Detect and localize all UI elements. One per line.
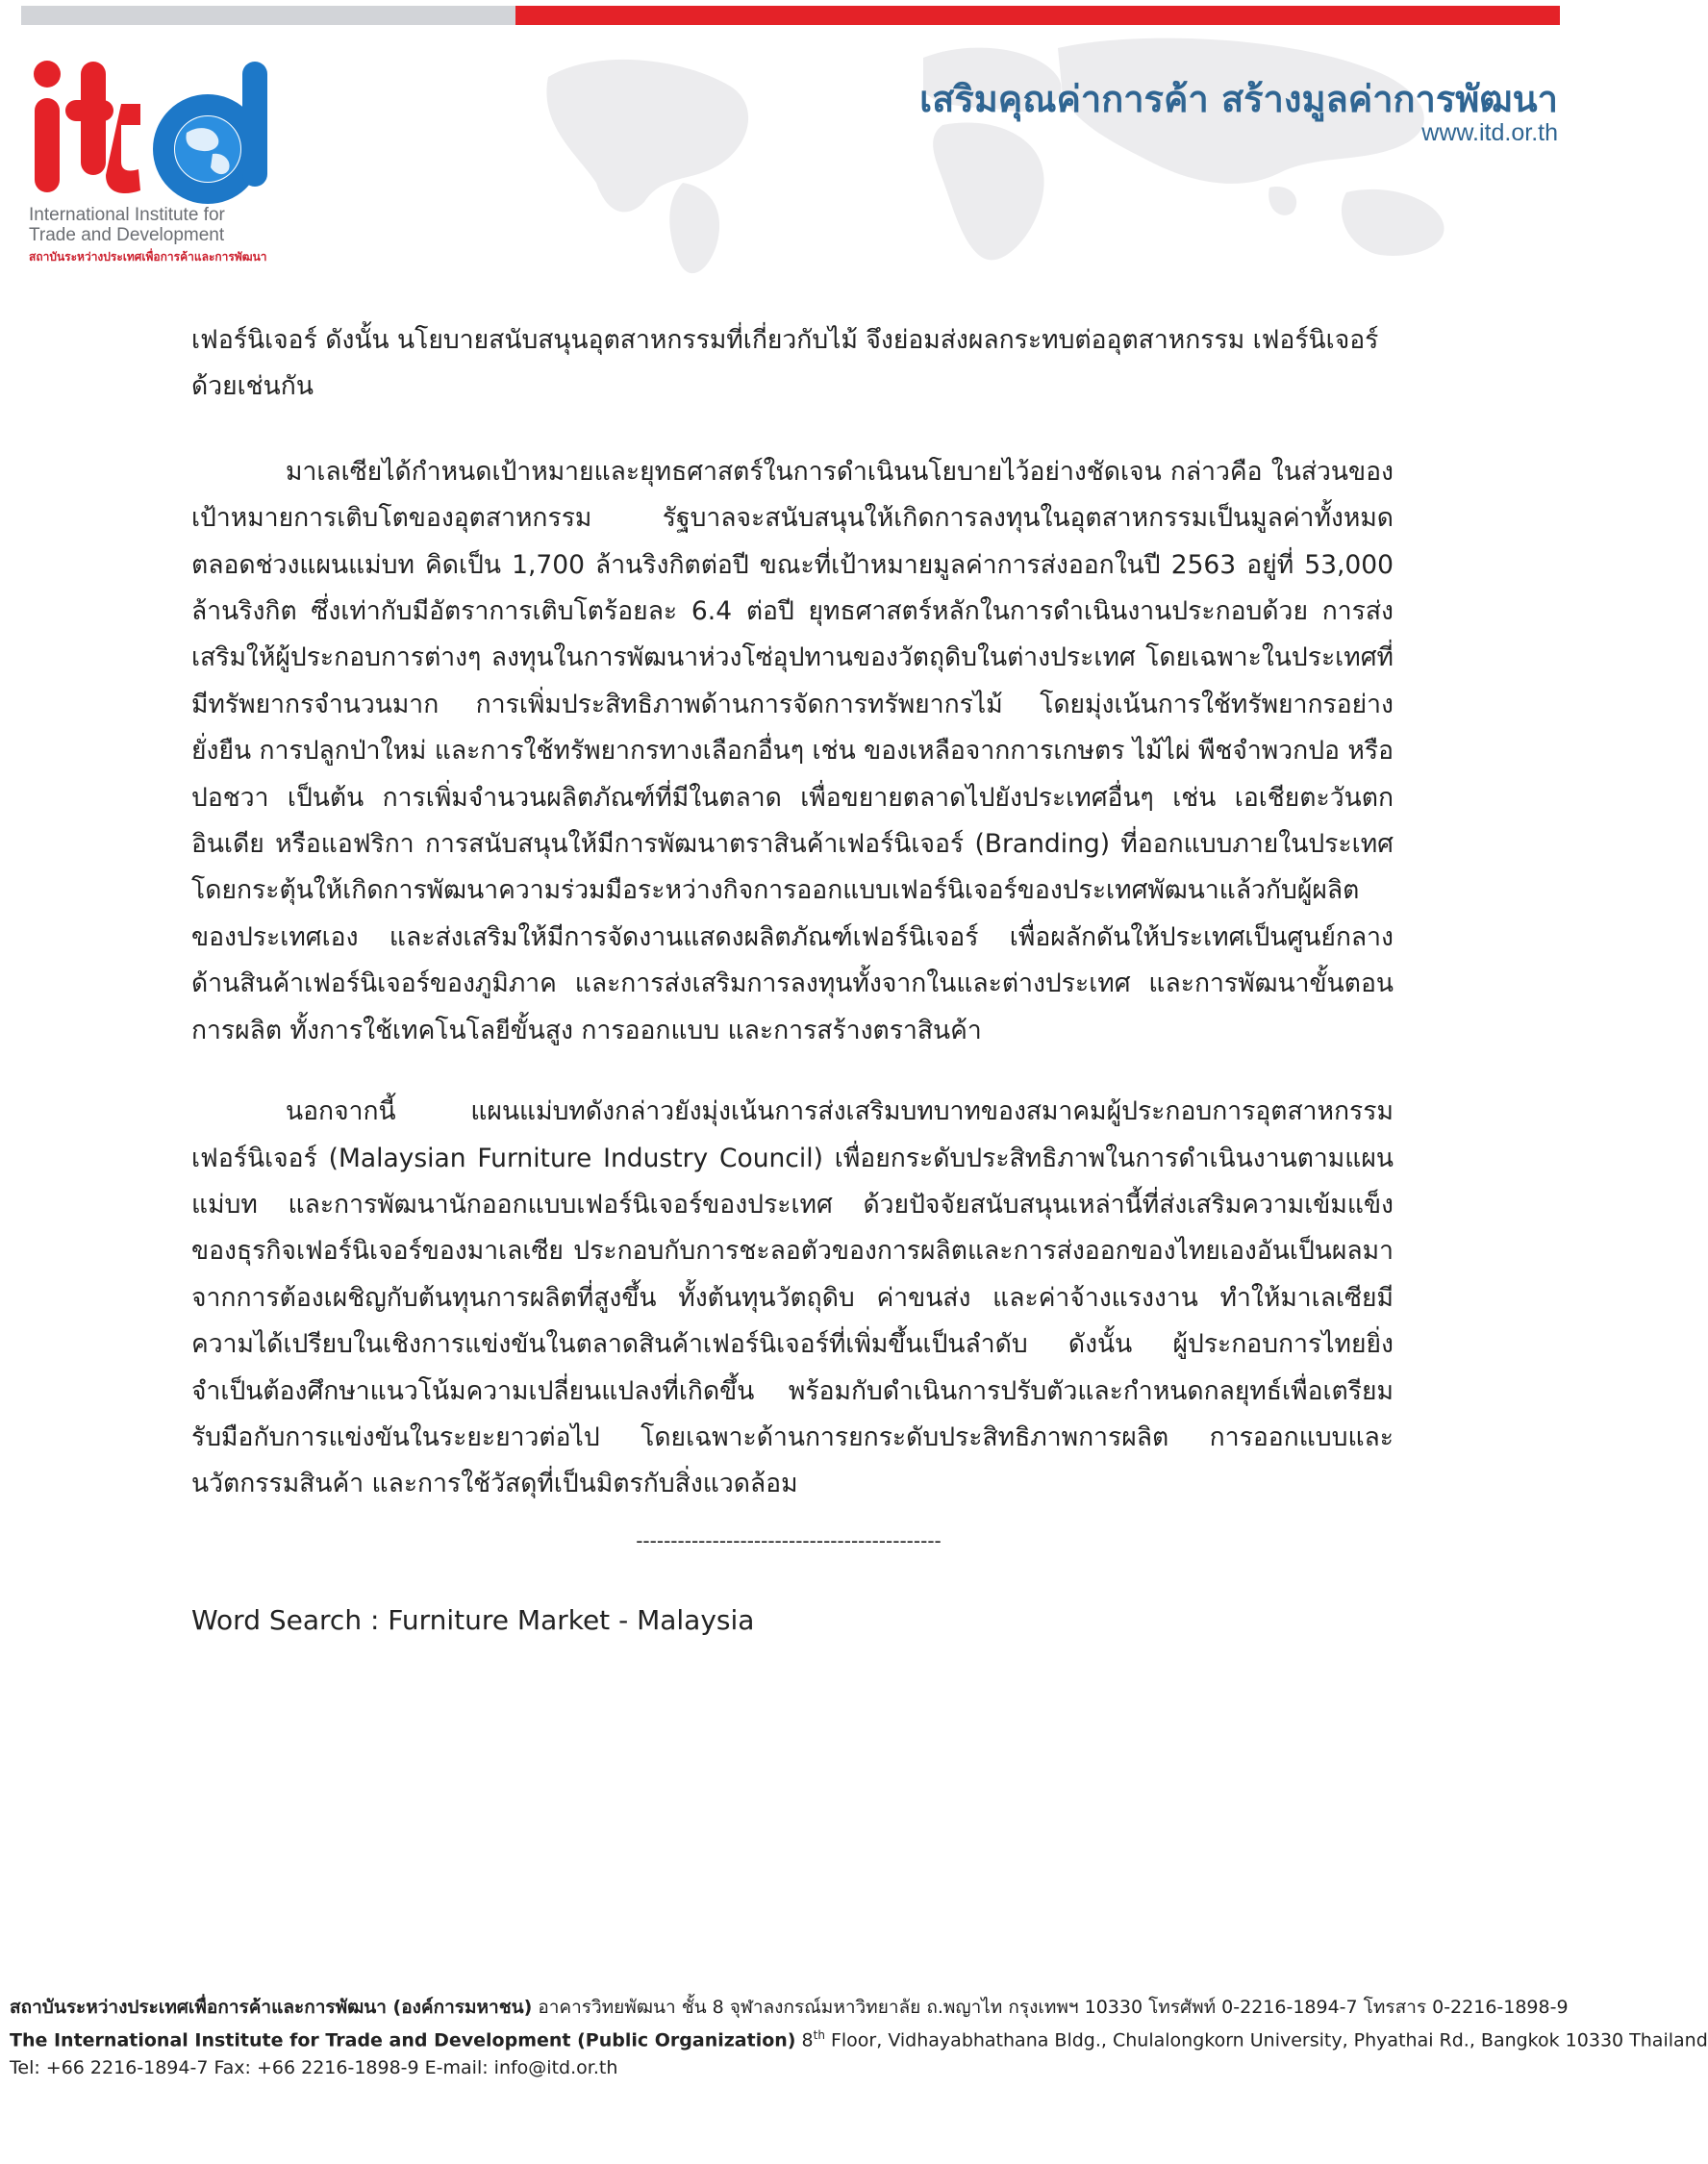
paragraph-3: นอกจากนี้ แผนแม่บทดังกล่าวยังมุ่งเน้นการส่งเสริมบทบาทของสมาคมผู้ประกอบการอุตสาหกรรมเฟอร์นิเจอร์ (Malaysian Furniture Industry Council) เพื่อยกระดับประสิทธิภาพในการดำเนินงานตามแผนแม่บท และการพัฒนานักออกแบบเฟอร์นิเจอร์ของประเทศ ด้วยปัจจัยสนับสนุนเหล่านี้ที่ส่งเสริมความเข้มแข็งของธุรกิจเฟอร์นิเจอร์ของมาเลเซีย ประกอบกับการชะลอตัวของการผลิตและการส่งออกของไทยเองอันเป็นผลมาจากการต้องเผชิญกับต้นทุนการผลิตที่สูงขึ้น ทั้งต้นทุนวัตถุดิบ ค่าขนส่ง และค่าจ้างแรงงาน ทำให้มาเลเซียมีความได้เปรียบในเชิงการแข่งขันในตลาดสินค้าเฟอร์นิเจอร์ที่เพิ่มขึ้นเป็นลำดับ ดังนั้น ผู้ประกอบการไทยยิ่งจำเป็นต้องศึกษาแนวโน้มความเปลี่ยนแปลงที่เกิดขึ้น พร้อมกับดำเนินการปรับตัวและกำหนดกลยุทธ์เพื่อเตรียมรับมือกับการแข่งขันในระยะยาวต่อไป โดยเฉพาะด้านการยกระดับประสิทธิภาพการผลิต การออกแบบและนวัตกรรมสินค้า และการใช้วัสดุที่เป็นมิตรกับสิ่งแวดล้อม xyxy=(191,1096,1394,1499)
footer-org-name-th: สถาบันระหว่างประเทศเพื่อการค้าและการพัฒนา (องค์การมหาชน) xyxy=(10,1997,533,2018)
logo-org-name-en-line2: Trade and Development xyxy=(29,225,225,245)
footer-org-name-en: The International Institute for Trade and Development (Public Organization) xyxy=(10,2029,796,2051)
word-search-line: Word Search : Furniture Market - Malaysia xyxy=(191,1604,755,1636)
logo-org-name-en-line1: International Institute for xyxy=(29,205,225,225)
section-divider: -------------------------------------------- xyxy=(636,1529,942,1552)
header-bar-gray xyxy=(21,6,515,25)
page-footer xyxy=(10,1994,1708,2082)
header-slogan: เสริมคุณค่าการค้า สร้างมูลค่าการพัฒนา xyxy=(919,78,1558,120)
footer-floor-suffix: th xyxy=(813,2028,825,2042)
footer-contact: Tel: +66 2216-1894-7 Fax: +66 2216-1898-9 E-mail: info@itd.or.th xyxy=(10,2057,618,2079)
paragraph-1: เฟอร์นิเจอร์ ดังนั้น นโยบายสนับสนุนอุตสาหกรรมที่เกี่ยวกับไม้ จึงย่อมส่งผลกระทบต่ออุตสาหกรรม เฟอร์นิเจอร์ด้วยเช่นกัน xyxy=(191,325,1379,402)
world-map-watermark xyxy=(519,19,1568,289)
paragraph-2: มาเลเซียได้กำหนดเป้าหมายและยุทธศาสตร์ในการดำเนินนโยบายไว้อย่างชัดเจน กล่าวคือ ในส่วนของเป้าหมายการเติบโตของอุตสาหกรรม รัฐบาลจะสนับสนุนให้เกิดการลงทุนในอุตสาหกรรมเป็นมูลค่าทั้งหมดตลอดช่วงแผนแม่บท คิดเป็น 1,700 ล้านริงกิตต่อปี ขณะที่เป้าหมายมูลค่าการส่งออกในปี 2563 อยู่ที่ 53,000 ล้านริงกิต ซึ่งเท่ากับมีอัตราการเติบโตร้อยละ 6.4 ต่อปี ยุทธศาสตร์หลักในการดำเนินงานประกอบด้วย การส่งเสริมให้ผู้ประกอบการต่างๆ ลงทุนในการพัฒนาห่วงโซ่อุปทานของวัตถุดิบในต่างประเทศ โดยเฉพาะในประเทศที่มีทรัพยากรจำนวนมาก การเพิ่มประสิทธิภาพด้านการจัดการทรัพยากรไม้ โดยมุ่งเน้นการใช้ทรัพยากรอย่างยั่งยืน การปลูกป่าใหม่ และการใช้ทรัพยากรทางเลือกอื่นๆ เช่น ของเหลือจากการเกษตร ไม้ไผ่ พืชจำพวกปอ หรือปอชวา เป็นต้น การเพิ่มจำนวนผลิตภัณฑ์ที่มีในตลาด เพื่อขยายตลาดไปยังประเทศอื่นๆ เช่น เอเชียตะวันตก อินเดีย หรือแอฟริกา การสนับสนุนให้มีการพัฒนาตราสินค้าเฟอร์นิเจอร์ (Branding) ที่ออกแบบภายในประเทศ โดยกระตุ้นให้เกิดการพัฒนาความร่วมมือระหว่างกิจการออกแบบเฟอร์นิเจอร์ของประเทศพัฒนาแล้วกับผู้ผลิตของประเทศเอง และส่งเสริมให้มีการจัดงานแสดงผลิตภัณฑ์เฟอร์นิเจอร์ เพื่อผลักดันให้ประเทศเป็นศูนย์กลางด้านสินค้าเฟอร์นิเจอร์ของภูมิภาค และการส่งเสริมการลงทุนทั้งจากในและต่างประเทศ และการพัฒนาขั้นตอนการผลิต ทั้งการใช้เทคโนโลยีขั้นสูง การออกแบบ และการสร้างตราสินค้า xyxy=(191,456,1394,1045)
footer-floor: 8 xyxy=(795,2029,814,2051)
logo-org-name-th: สถาบันระหว่างประเทศเพื่อการค้าและการพัฒนา xyxy=(29,250,267,264)
footer-address-en: Floor, Vidhayabhathana Bldg., Chulalongkorn University, Phyathai Rd., Bangkok 10330 Thailand xyxy=(824,2029,1708,2051)
document-body xyxy=(191,317,1394,1508)
footer-line-thai xyxy=(10,1994,1568,2022)
header-website-link[interactable]: www.itd.or.th xyxy=(1421,119,1558,146)
footer-address-th: อาคารวิทยพัฒนา ชั้น 8 จุฬาลงกรณ์มหาวิทยาลัย ถ.พญาไท กรุงเทพฯ 10330 โทรศัพท์ 0-2216-1894-7 โทรสาร 0-2216-1898-9 xyxy=(532,1997,1569,2018)
footer-line-english xyxy=(10,2022,1708,2054)
logo-org-name-en xyxy=(29,205,308,245)
